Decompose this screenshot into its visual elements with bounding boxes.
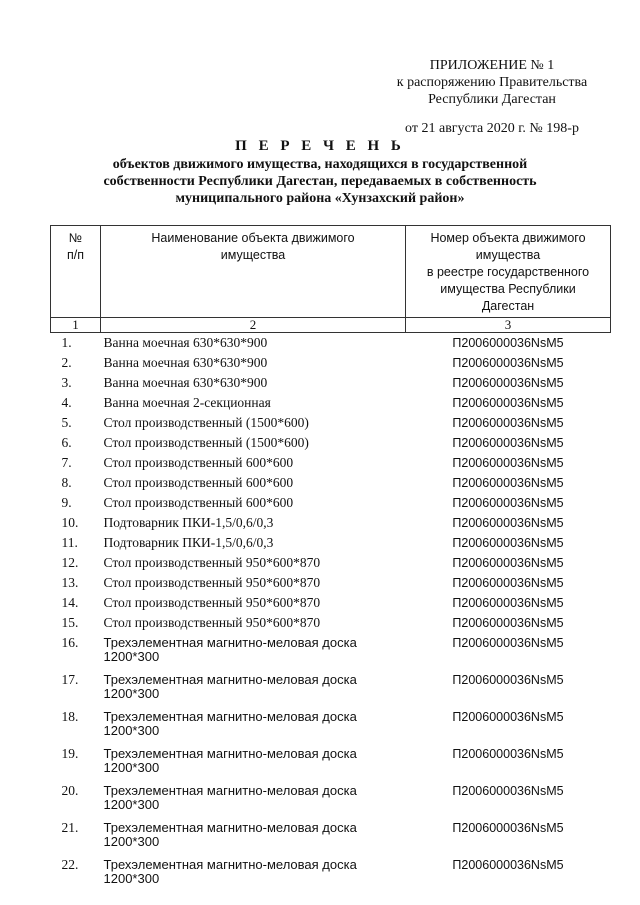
row-name-line: Стол производственный 600*600 — [103, 475, 294, 490]
table-row — [51, 744, 611, 781]
header-line: имущества — [220, 248, 286, 262]
header-line: № — [68, 231, 83, 245]
table-row — [51, 613, 611, 633]
row-name-line: Ванна моечная 2-секционная — [103, 395, 271, 410]
row-number: 19. — [61, 746, 79, 761]
row-name — [101, 473, 406, 493]
row-number: 10. — [61, 515, 79, 530]
table-row — [51, 855, 611, 892]
row-name — [101, 613, 406, 633]
row-name — [101, 707, 406, 744]
row-name-line: Ванна моечная 630*630*900 — [103, 375, 268, 390]
row-number: 20. — [61, 783, 79, 798]
row-name-line: Подтоварник ПКИ-1,5/0,6/0,3 — [103, 515, 274, 530]
row-name — [101, 781, 406, 818]
row-registry-number: П2006000036NsM5 — [452, 673, 564, 687]
row-name — [101, 573, 406, 593]
row-name — [101, 393, 406, 413]
header-line: Дагестан — [481, 299, 535, 313]
appendix-block — [372, 57, 612, 137]
table-row — [51, 533, 611, 553]
row-registry-number: П2006000036NsM5 — [452, 710, 564, 724]
row-name-line: 1200*300 — [103, 649, 160, 664]
row-name — [101, 818, 406, 855]
row-name — [101, 433, 406, 453]
header-line: в реестре государственного — [426, 265, 590, 279]
row-number: 21. — [61, 820, 79, 835]
row-name-line: 1200*300 — [103, 760, 160, 775]
header-number — [51, 226, 101, 318]
row-name-line: Трехэлементная магнитно-меловая доска — [103, 857, 357, 872]
row-name — [101, 413, 406, 433]
row-name — [101, 593, 406, 613]
appendix-title: ПРИЛОЖЕНИЕ № 1 — [429, 58, 555, 73]
property-table — [50, 225, 611, 892]
row-name-line: 1200*300 — [103, 723, 160, 738]
header-line: имущества — [475, 248, 541, 262]
header-line: Наименование объекта движимого — [151, 231, 355, 245]
table-row — [51, 433, 611, 453]
row-name-line: Стол производственный 950*600*870 — [103, 575, 321, 590]
row-number: 14. — [61, 595, 79, 610]
row-registry-number: П2006000036NsM5 — [452, 436, 564, 450]
table-row — [51, 553, 611, 573]
row-number: 13. — [61, 575, 79, 590]
row-number: 9. — [61, 495, 72, 510]
row-name — [101, 633, 406, 670]
row-registry-number: П2006000036NsM5 — [452, 376, 564, 390]
column-number-row — [51, 318, 611, 333]
row-name — [101, 333, 406, 354]
row-name-line: Трехэлементная магнитно-меловая доска — [103, 820, 357, 835]
row-registry-number: П2006000036NsM5 — [452, 576, 564, 590]
table-row — [51, 493, 611, 513]
header-line: п/п — [66, 248, 84, 262]
column-number: 2 — [101, 318, 406, 333]
row-name — [101, 744, 406, 781]
appendix-line: Республики Дагестан — [428, 92, 556, 107]
row-number: 1. — [61, 335, 72, 350]
document-subtitle — [60, 156, 580, 207]
row-name — [101, 373, 406, 393]
row-name — [101, 670, 406, 707]
row-name — [101, 855, 406, 892]
row-number: 3. — [61, 375, 72, 390]
subtitle-line: муниципального района «Хунзахский район» — [175, 191, 465, 206]
row-name-line: 1200*300 — [103, 871, 160, 886]
row-name-line: Стол производственный 950*600*870 — [103, 595, 321, 610]
row-number: 22. — [61, 857, 79, 872]
row-number: 12. — [61, 555, 79, 570]
row-name-line: Трехэлементная магнитно-меловая доска — [103, 783, 357, 798]
row-registry-number: П2006000036NsM5 — [452, 556, 564, 570]
table-row — [51, 513, 611, 533]
table-row — [51, 593, 611, 613]
row-number: 16. — [61, 635, 79, 650]
table-row — [51, 781, 611, 818]
row-registry-number: П2006000036NsM5 — [452, 536, 564, 550]
row-registry-number: П2006000036NsM5 — [452, 356, 564, 370]
subtitle-line: собственности Республики Дагестан, передаваемых в собственность — [103, 174, 537, 189]
table-row — [51, 818, 611, 855]
row-name-line: 1200*300 — [103, 834, 160, 849]
row-name — [101, 553, 406, 573]
row-registry-number: П2006000036NsM5 — [452, 616, 564, 630]
row-name-line: Стол производственный 950*600*870 — [103, 555, 321, 570]
row-number: 11. — [61, 535, 78, 550]
row-name-line: Ванна моечная 630*630*900 — [103, 335, 268, 350]
table-row — [51, 707, 611, 744]
row-number: 7. — [61, 455, 72, 470]
row-registry-number: П2006000036NsM5 — [452, 596, 564, 610]
row-registry-number: П2006000036NsM5 — [452, 496, 564, 510]
row-registry-number: П2006000036NsM5 — [452, 747, 564, 761]
row-name-line: Трехэлементная магнитно-меловая доска — [103, 672, 357, 687]
row-registry-number: П2006000036NsM5 — [452, 336, 564, 350]
row-name — [101, 353, 406, 373]
row-name-line: Трехэлементная магнитно-меловая доска — [103, 746, 357, 761]
row-registry-number: П2006000036NsM5 — [452, 516, 564, 530]
table-row — [51, 393, 611, 413]
row-registry-number: П2006000036NsM5 — [452, 784, 564, 798]
row-registry-number: П2006000036NsM5 — [452, 821, 564, 835]
row-registry-number: П2006000036NsM5 — [452, 456, 564, 470]
header-line: имущества Республики — [440, 282, 576, 296]
header-registry — [406, 226, 611, 318]
row-registry-number: П2006000036NsM5 — [452, 636, 564, 650]
row-name-line: Ванна моечная 630*630*900 — [103, 355, 268, 370]
row-name-line: Стол производственный 950*600*870 — [103, 615, 321, 630]
row-registry-number: П2006000036NsM5 — [452, 476, 564, 490]
row-name-line: Трехэлементная магнитно-меловая доска — [103, 709, 357, 724]
appendix-date: от 21 августа 2020 г. № 198-р — [405, 121, 579, 136]
table-row — [51, 453, 611, 473]
row-number: 4. — [61, 395, 72, 410]
row-name-line: Стол производственный 600*600 — [103, 455, 294, 470]
table-row — [51, 373, 611, 393]
document-title: П Е Р Е Ч Е Н Ь — [235, 138, 405, 154]
row-name-line: 1200*300 — [103, 797, 160, 812]
row-number: 6. — [61, 435, 72, 450]
row-name-line: Трехэлементная магнитно-меловая доска — [103, 635, 357, 650]
row-registry-number: П2006000036NsM5 — [452, 416, 564, 430]
header-line: Номер объекта движимого — [430, 231, 586, 245]
table-row — [51, 633, 611, 670]
column-number: 3 — [406, 318, 611, 333]
table-header-row — [51, 226, 611, 318]
row-number: 2. — [61, 355, 72, 370]
row-name — [101, 513, 406, 533]
row-name-line: Подтоварник ПКИ-1,5/0,6/0,3 — [103, 535, 274, 550]
row-name — [101, 493, 406, 513]
row-number: 17. — [61, 672, 79, 687]
row-number: 5. — [61, 415, 72, 430]
column-number: 1 — [51, 318, 101, 333]
appendix-line: к распоряжению Правительства — [396, 75, 588, 90]
row-name-line: Стол производственный (1500*600) — [103, 435, 309, 450]
table-row — [51, 473, 611, 493]
row-name-line: Стол производственный 600*600 — [103, 495, 294, 510]
row-registry-number: П2006000036NsM5 — [452, 396, 564, 410]
table-body — [51, 333, 611, 893]
row-registry-number: П2006000036NsM5 — [452, 858, 564, 872]
row-name — [101, 533, 406, 553]
table-row — [51, 670, 611, 707]
table-row — [51, 573, 611, 593]
row-name-line: Стол производственный (1500*600) — [103, 415, 309, 430]
row-name-line: 1200*300 — [103, 686, 160, 701]
row-number: 15. — [61, 615, 79, 630]
subtitle-line: объектов движимого имущества, находящихся в государственной — [112, 157, 528, 172]
row-name — [101, 453, 406, 473]
row-number: 18. — [61, 709, 79, 724]
table-row — [51, 413, 611, 433]
row-number: 8. — [61, 475, 72, 490]
table-row — [51, 333, 611, 354]
table-row — [51, 353, 611, 373]
header-name — [101, 226, 406, 318]
